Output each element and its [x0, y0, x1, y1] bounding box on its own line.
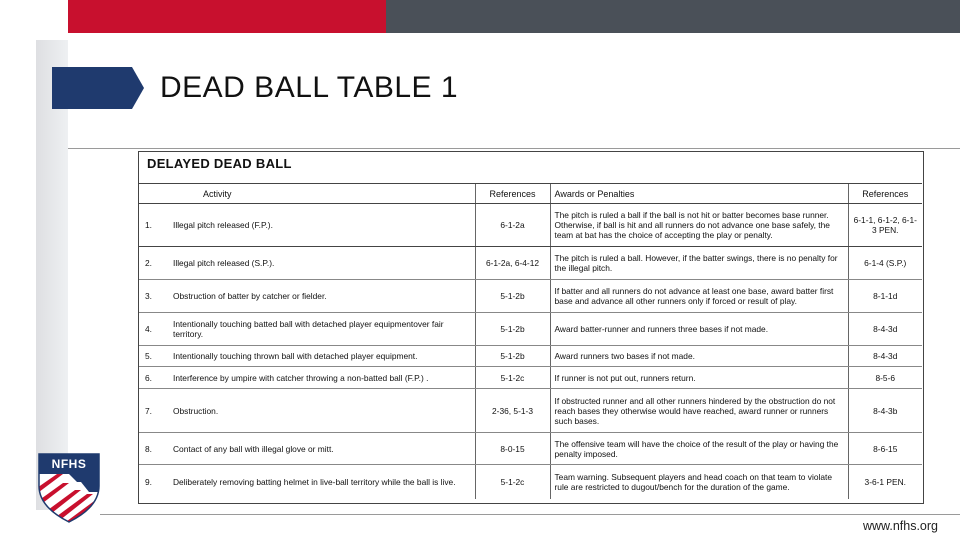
table-row — [139, 433, 922, 465]
table-row — [139, 367, 922, 389]
row-award: Team warning. Subsequent players and head coach on that team to violate rule are restricted to dugout/bench for the duration of the game. — [550, 465, 848, 499]
row-activity: Intentionally touching batted ball with detached player equipmentover fair territory. — [169, 313, 475, 346]
table-row — [139, 247, 922, 280]
table-row — [139, 204, 922, 247]
header-references: References — [475, 184, 550, 204]
table-row — [139, 280, 922, 313]
top-bar-gray — [386, 0, 960, 33]
logo-text: NFHS — [51, 457, 87, 471]
row-award: The pitch is ruled a ball if the ball is not hit or batter becomes base runner. Otherwise, if ball is hit and all runners do not advance one base safely, the team at bat has the choice of accepting the play or penalty. — [550, 204, 848, 247]
row-reference: 5-1-2c — [475, 465, 550, 499]
row-activity: Interference by umpire with catcher throwing a non-batted ball (F.P.) . — [169, 367, 475, 389]
row-reference-2: 8-4-3b — [848, 389, 922, 433]
row-reference: 2-36, 5-1-3 — [475, 389, 550, 433]
row-award: If batter and all runners do not advance at least one base, award batter first base and advance all other runners only if forced or result of play. — [550, 280, 848, 313]
row-number: 4. — [139, 313, 169, 346]
nfhs-shield-logo-icon — [37, 452, 101, 524]
row-number: 3. — [139, 280, 169, 313]
row-reference: 8-0-15 — [475, 433, 550, 465]
row-reference: 5-1-2b — [475, 346, 550, 367]
row-award: Award runners two bases if not made. — [550, 346, 848, 367]
row-activity: Illegal pitch released (F.P.). — [169, 204, 475, 247]
row-activity: Illegal pitch released (S.P.). — [169, 247, 475, 280]
slide-title: DEAD BALL TABLE 1 — [160, 71, 459, 104]
row-reference: 6-1-2a, 6-4-12 — [475, 247, 550, 280]
header-references-2: References — [848, 184, 922, 204]
row-activity: Obstruction. — [169, 389, 475, 433]
table-title: DELAYED DEAD BALL — [147, 156, 292, 171]
table-row — [139, 313, 922, 346]
row-award: If runner is not put out, runners return. — [550, 367, 848, 389]
row-number: 6. — [139, 367, 169, 389]
title-chevron-icon — [52, 67, 144, 109]
row-reference-2: 8-5-6 — [848, 367, 922, 389]
row-activity: Contact of any ball with illegal glove or mitt. — [169, 433, 475, 465]
row-award: The offensive team will have the choice of the result of the play or having the penalty imposed. — [550, 433, 848, 465]
header-awards: Awards or Penalties — [550, 184, 848, 204]
divider-top — [68, 148, 960, 149]
row-number: 7. — [139, 389, 169, 433]
row-reference: 5-1-2c — [475, 367, 550, 389]
row-reference-2: 8-6-15 — [848, 433, 922, 465]
row-number: 5. — [139, 346, 169, 367]
dead-ball-table-image — [138, 151, 924, 504]
side-strip — [36, 40, 68, 510]
row-activity: Intentionally touching thrown ball with detached player equipment. — [169, 346, 475, 367]
row-reference-2: 6-1-1, 6-1-2, 6-1-3 PEN. — [848, 204, 922, 247]
row-award: If obstructed runner and all other runners hindered by the obstruction do not reach bases they otherwise would have reached, award runner or runners such bases. — [550, 389, 848, 433]
row-reference-2: 8-1-1d — [848, 280, 922, 313]
header-activity: Activity — [169, 184, 475, 204]
top-bar-red — [68, 0, 386, 33]
table-header-row — [139, 184, 922, 204]
table-row — [139, 346, 922, 367]
table-row — [139, 389, 922, 433]
row-reference-2: 8-4-3d — [848, 346, 922, 367]
row-number: 8. — [139, 433, 169, 465]
divider-bottom — [100, 514, 960, 515]
table-row — [139, 465, 922, 499]
row-reference-2: 3-6-1 PEN. — [848, 465, 922, 499]
row-award: Award batter-runner and runners three bases if not made. — [550, 313, 848, 346]
row-reference-2: 8-4-3d — [848, 313, 922, 346]
website-url[interactable]: www.nfhs.org — [862, 519, 938, 533]
row-reference: 6-1-2a — [475, 204, 550, 247]
row-award: The pitch is ruled a ball. However, if the batter swings, there is no penalty for the illegal pitch. — [550, 247, 848, 280]
row-number: 1. — [139, 204, 169, 247]
header-number — [139, 184, 169, 204]
row-reference-2: 6-1-4 (S.P.) — [848, 247, 922, 280]
row-number: 9. — [145, 476, 152, 487]
row-activity: Deliberately removing batting helmet in live-ball territory while the ball is live. — [173, 476, 456, 487]
row-reference: 5-1-2b — [475, 280, 550, 313]
row-reference: 5-1-2b — [475, 313, 550, 346]
row-activity: Obstruction of batter by catcher or fielder. — [169, 280, 475, 313]
row-number: 2. — [139, 247, 169, 280]
delayed-dead-ball-table — [139, 183, 922, 499]
